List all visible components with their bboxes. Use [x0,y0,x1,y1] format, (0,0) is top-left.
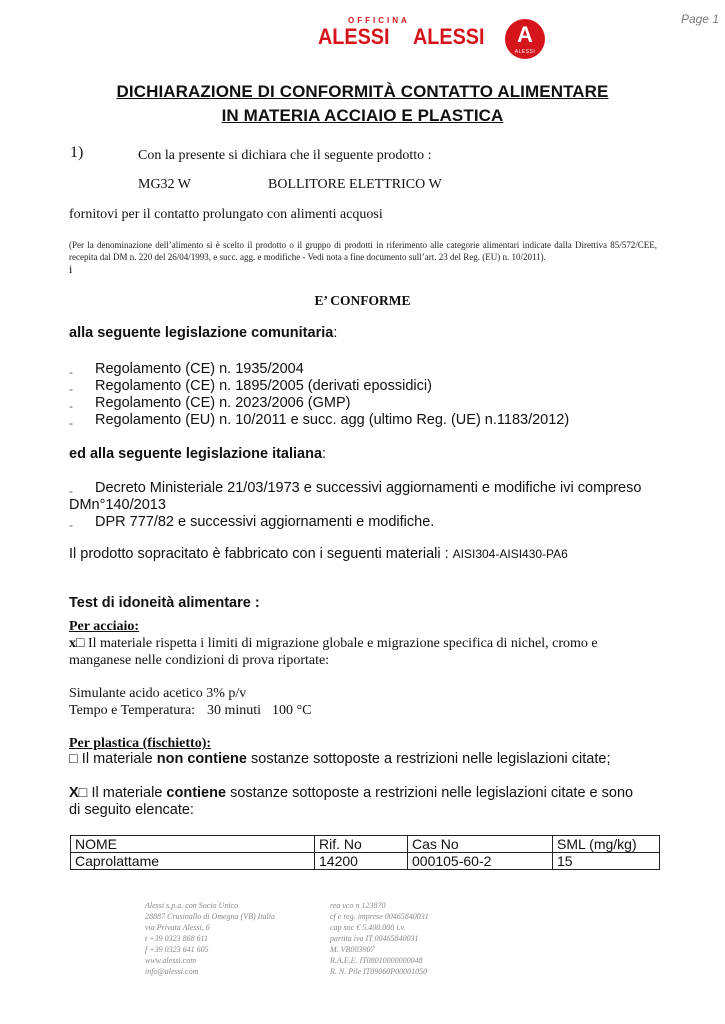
logo-officina-alessi: ALESSI [318,24,390,49]
cell-ref-no: 14200 [315,853,408,870]
conformity-statement: E’ CONFORME [314,293,411,308]
tests-heading: Test di idoneità alimentare : [69,595,260,611]
table-header-row [71,836,660,853]
footer-registry-info [330,900,429,977]
dash-icon: - [69,416,73,430]
it-legislation-heading-text: ed alla seguente legislazione italiana [69,446,323,462]
it-legislation-heading [69,446,326,462]
plastic-option-2-continued: di seguito elencate: [69,802,194,818]
it-item-1: Decreto Ministeriale 21/03/1973 e successivi aggiornamenti e modifiche ivi compreso [95,480,642,496]
document-title-line1: DICHIARAZIONE DI CONFORMITÀ CONTATTO ALIMENTARE [116,82,609,101]
steel-statement-continued: manganese nelle condizioni di prova riportate: [69,653,330,668]
footer-left-line: 28887 Crusinallo di Omegna (VB) Italia [145,912,275,921]
page-number: Page 1 [680,12,719,26]
plastic-heading: Per plastica (fischietto): [69,736,212,751]
test-time: 30 minuti [207,703,262,718]
test-temperature: 100 °C [272,703,312,718]
steel-statement-text: Il materiale rispetta i limiti di migrazione globale e migrazione specifica di nichel, cromo e [84,636,598,651]
eu-legislation-heading-text: alla seguente legislazione comunitaria [69,325,334,341]
logo-alessi: ALESSI [413,24,485,49]
plastic-option-2-post: sostanze sottoposte a restrizioni nelle legislazioni citate e sono [226,785,634,801]
logo-officina-text: OFFICINA [348,16,410,25]
footer-right-line: R.A.E.E. IT08010000000048 [330,956,423,965]
footer-left-line: www.alessi.com [145,956,196,965]
footer-left-line: Alessi s.p.a. con Socio Unico [145,901,239,910]
eu-item-3: Regolamento (CE) n. 2023/2006 (GMP) [95,395,351,411]
footer-left-line: t +39 0323 868 611 [145,934,209,943]
eu-legislation-colon: : [333,325,338,341]
header-sml: SML (mg/kg) [553,836,660,853]
footer-right-line: cf e reg. imprese 00465840031 [330,912,429,921]
materials-label: Il prodotto sopracitato è fabbricato con i seguenti materiali : [69,546,453,562]
plastic-option-1-pre: Il materiale [77,751,157,767]
eu-item-2: Regolamento (CE) n. 1895/2005 (derivati epossidici) [95,378,432,394]
product-code: MG32 W [138,177,192,192]
food-category-note: (Per la denominazione dell’alimento si è scelto il prodotto o il gruppo di prodotti in riferimento alle categorie alimentari indicate dalla Direttiva 85/572/CEE, recepita dal DM n. 220 del 26/04/1993, e succ. agg. e modifiche - Vedi nota a fine documento sull’art. 23 del Reg. (EU) n. 10/2011). [69,240,657,262]
footer-right-line: R. N. Pile IT09060P00001050 [330,967,428,976]
plastic-option-2 [69,785,633,801]
declaration-intro: Con la presente si dichiara che il seguente prodotto : [138,148,432,163]
plastic-option-1-post: sostanze sottoposte a restrizioni nelle legislazioni citate; [246,751,611,767]
product-name: BOLLITORE ELETTRICO W [268,177,442,192]
it-item-2: DPR 777/82 e successivi aggiornamenti e modifiche. [95,514,435,530]
plastic-option-2-bold: contiene [166,785,227,801]
steel-statement [69,636,657,652]
footer-company-info [145,900,275,977]
logo-a-caption: ALESSI [514,49,536,55]
header-ref-no: Rif. No [315,836,408,853]
plastic-option-2-pre: Il materiale [87,785,167,801]
contact-description: fornitovi per il contatto prolungato con alimenti acquosi [69,207,383,222]
dash-icon: - [69,518,73,532]
time-temperature-label: Tempo e Temperatura: [69,703,196,718]
eu-legislation-heading [69,325,337,341]
checkbox-empty-icon: □ [69,751,78,767]
header-name: NOME [71,836,315,853]
footer-right-line: partita iva IT 00465840031 [330,934,419,943]
dash-icon: - [69,365,73,379]
footer-right-line: rea vco n 123870 [330,901,386,910]
plastic-option-1-bold: non contiene [156,751,247,767]
footer-right-line: M. VB003907 [330,945,375,954]
eu-item-1: Regolamento (CE) n. 1935/2004 [95,361,304,377]
footer-right-line: cap soc € 5.400.000 i.v. [330,923,406,932]
footer-left-line: via Privata Alessi, 6 [145,923,210,932]
materials-line [69,546,568,562]
it-item-1-continued: DMn°140/2013 [69,497,166,513]
dash-icon: - [69,382,73,396]
table-row [71,853,660,870]
dash-icon: - [69,484,73,498]
simulant-line: Simulante acido acetico 3% p/v [69,686,247,701]
dash-icon: - [69,399,73,413]
footer-left-line: info@alessi.com [145,967,199,976]
steel-checkbox-mark: x□ [69,636,85,651]
steel-heading: Per acciaio: [69,619,140,634]
substances-table [70,835,660,870]
cell-name: Caprolattame [71,853,315,870]
it-legislation-colon: : [322,446,327,462]
footer-left-line: f +39 0323 641 605 [145,945,209,954]
materials-value: AISI304-AISI430-PA6 [452,547,568,561]
alessi-a-logo [505,19,545,59]
stray-character: i [69,262,73,276]
eu-item-4: Regolamento (EU) n. 10/2011 e succ. agg (ultimo Reg. (UE) n.1183/2012) [95,412,570,428]
header-cas-no: Cas No [408,836,553,853]
cell-cas-no: 000105-60-2 [408,853,553,870]
checkbox-checked-icon: X□ [69,785,88,801]
logo-a-letter: A [517,22,533,47]
plastic-option-1 [69,751,610,767]
section-number: 1) [70,144,84,161]
document-title-line2: IN MATERIA ACCIAIO E PLASTICA [221,106,504,125]
cell-sml: 15 [553,853,660,870]
